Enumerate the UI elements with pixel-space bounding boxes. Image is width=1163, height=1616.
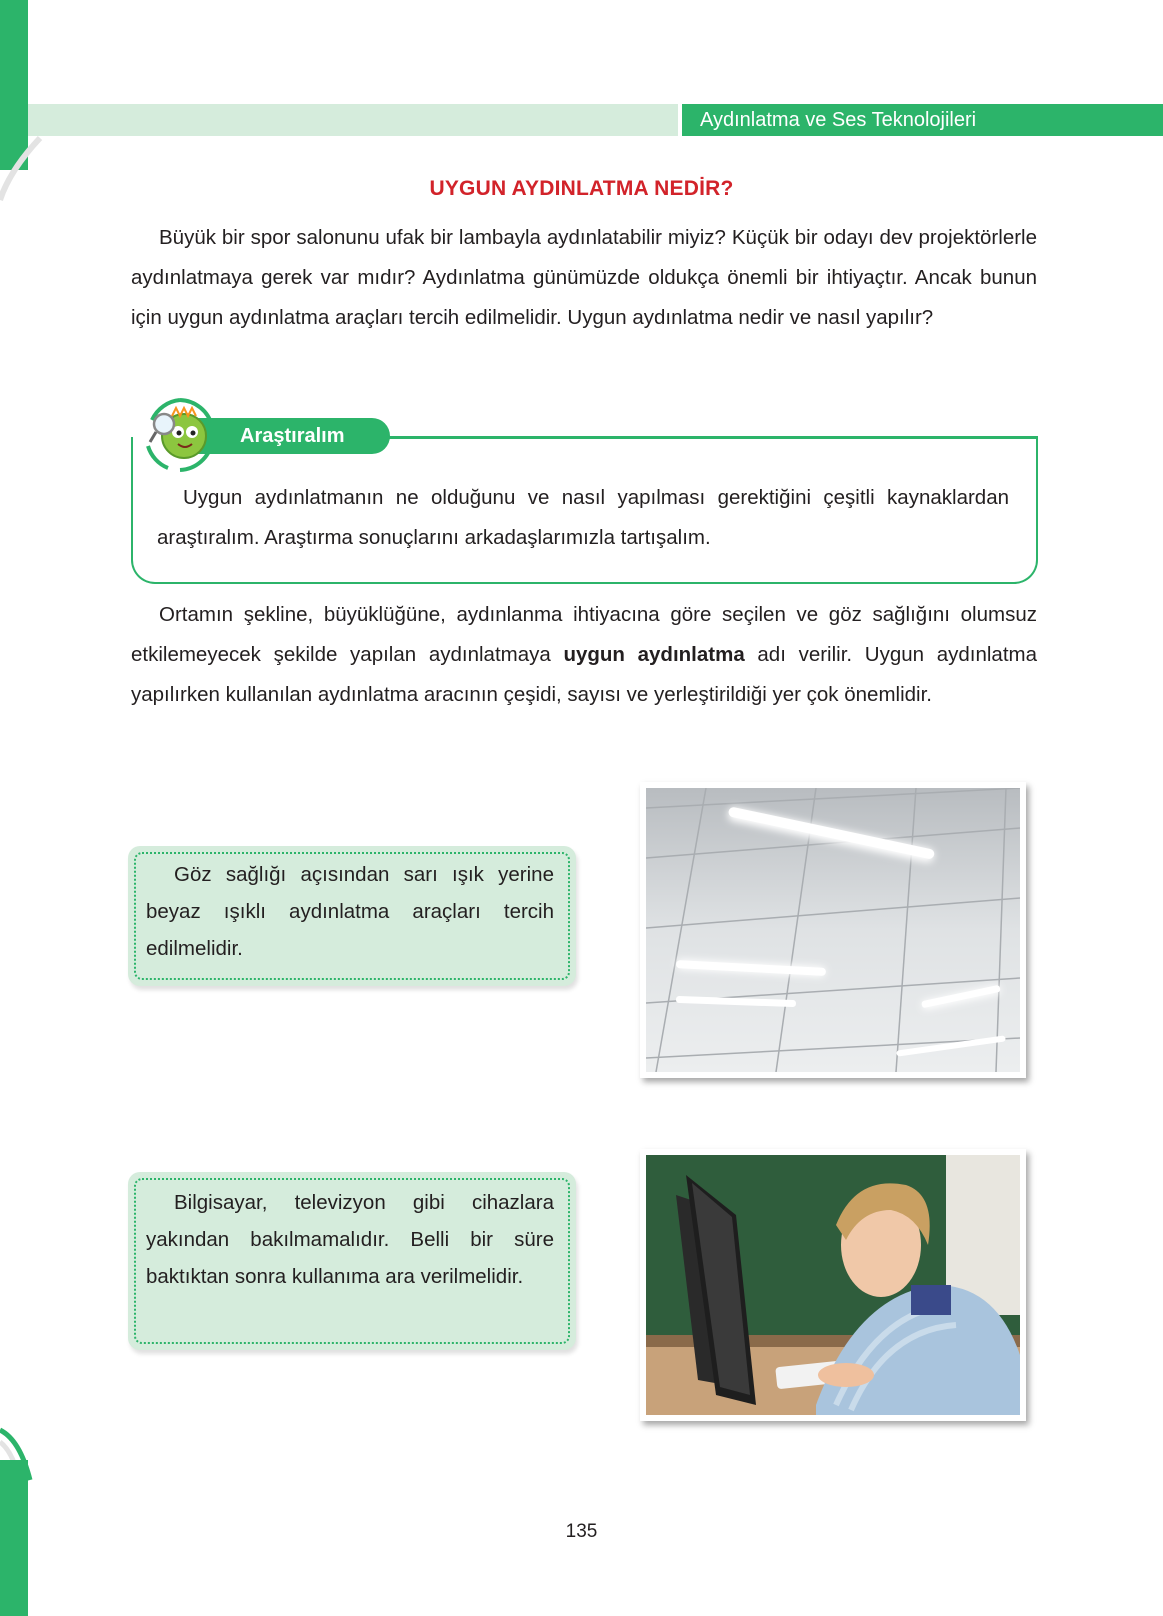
note-text: Bilgisayar, televizyon gibi cihazlara yakından bakılmamalıdır. Belli bir süre baktıktan sonra kullanıma ara verilmelidir. xyxy=(146,1191,554,1288)
header-band xyxy=(28,104,678,136)
definition-paragraph xyxy=(131,595,1037,715)
boy-computer-photo xyxy=(640,1149,1026,1421)
research-paragraph xyxy=(157,478,1009,558)
definition-text-after: adı verilir. Uygun aydınlatma yapılırken kullanılan aydınlatma aracının çeşidi, sayısı ve yerleştirildiği yer çok önemlidir. xyxy=(131,643,1037,706)
definition-text-before: Ortamın şekline, büyüklüğüne, aydınlanma ihtiyacına göre seçilen ve göz sağlığını olumsuz etkilemeyecek şekilde yapılan aydınlatmaya xyxy=(131,603,1037,666)
page-number: 135 xyxy=(565,1521,598,1542)
research-label: Araştıralım xyxy=(196,418,390,454)
note-paragraph xyxy=(146,1184,554,1295)
magnifier-mascot-icon xyxy=(138,392,222,476)
ceiling-lights-photo xyxy=(640,782,1026,1078)
note-paragraph xyxy=(146,856,554,967)
intro-paragraph xyxy=(131,218,1037,338)
definition-term: uygun aydınlatma xyxy=(563,643,745,666)
intro-text: Büyük bir spor salonunu ufak bir lambayla aydınlatabilir miyiz? Küçük bir odayı dev projektörlerle aydınlatmaya gerek var mıdır? Aydınlatma günümüzde oldukça önemli bir ihtiyaçtır. Ancak bunun için uygun aydınlatma araçları tercih edilmelidir. Uygun aydınlatma nedir ve nasıl yapılır? xyxy=(131,226,1037,329)
tip-note-screen-distance xyxy=(128,1172,576,1350)
section-title: Aydınlatma ve Ses Teknolojileri xyxy=(682,104,1163,136)
page-title: UYGUN AYDINLATMA NEDİR? xyxy=(429,177,734,200)
tip-note-eye-health xyxy=(128,846,576,986)
research-text: Uygun aydınlatmanın ne olduğunu ve nasıl yapılması gerektiğini çeşitli kaynaklardan araştıralım. Araştırma sonuçlarını arkadaşlarımızla tartışalım. xyxy=(157,486,1009,549)
note-text: Göz sağlığı açısından sarı ışık yerine beyaz ışıklı aydınlatma araçları tercih edilmelidir. xyxy=(146,863,554,960)
research-box-topline xyxy=(380,436,1038,439)
